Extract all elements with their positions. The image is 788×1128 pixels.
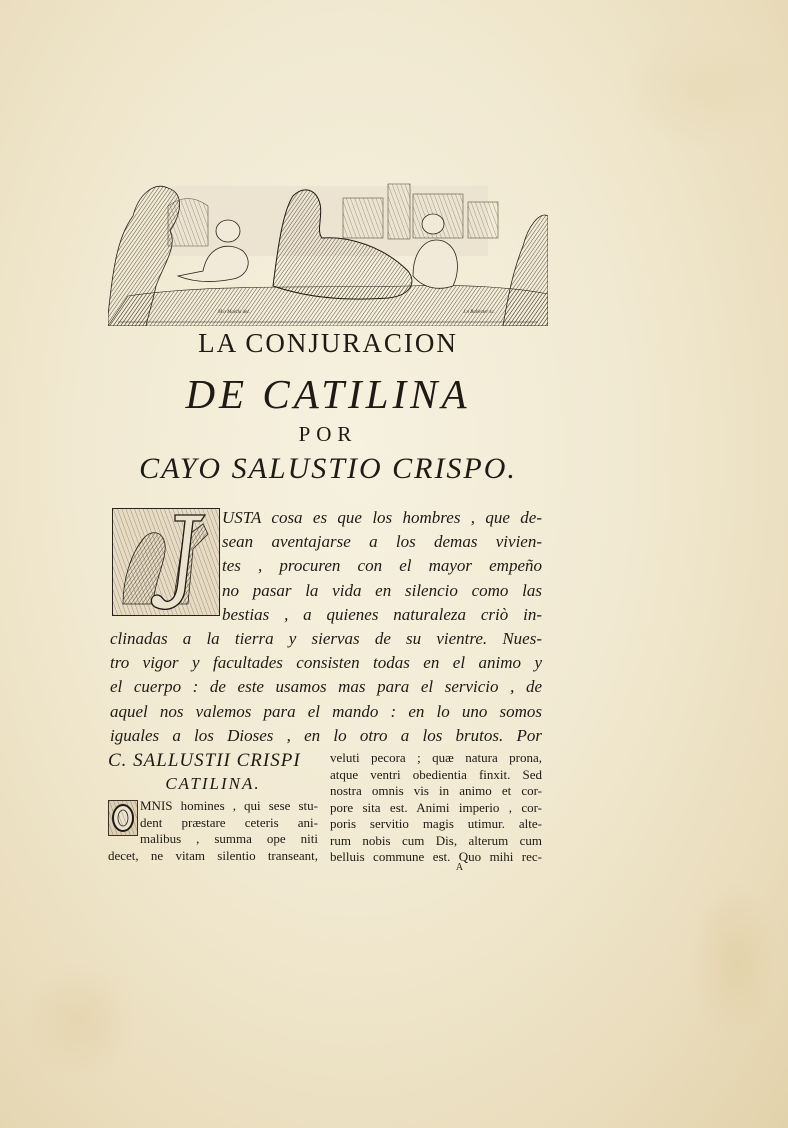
text-line: USTA cosa es que los hombres , que de- [222, 508, 542, 527]
paper-stain [20, 960, 140, 1080]
text-line: MNIS homines , qui sese stu- [140, 798, 318, 813]
text-line: dent præstare ceteris ani- [140, 814, 318, 830]
paper-stain [620, 30, 780, 150]
engraved-vignette [108, 176, 548, 326]
vignette-illustration [108, 176, 548, 326]
text-line: clinadas a la tierra y siervas de su vientre. Nues- [110, 628, 542, 648]
latin-text-right-column [330, 750, 542, 866]
title-line-3: POR [298, 422, 358, 446]
text-line: tes , procuren con el mayor empeño [222, 556, 542, 576]
signature-mark: A [455, 862, 465, 873]
text-line: belluis commune est. Quo mihi rec- [330, 849, 542, 864]
latin-heading-title: CATILINA. [165, 774, 261, 793]
latin-text-left-column [108, 798, 318, 864]
text-line: rum nobis cum Dis, alterum cum [330, 832, 542, 848]
text-line: el cuerpo : de este usamos mas para el servicio , de [110, 677, 542, 697]
title-line-1: LA CONJURACION [198, 328, 458, 358]
spanish-text [110, 506, 542, 748]
text-line: iguales a los Dioses , en lo otro a los brutos. Por [110, 725, 542, 745]
paper-stain [690, 880, 780, 1040]
text-line: veluti pecora ; quæ natura prona, [330, 750, 542, 765]
title-line-4: CAYO SALUSTIO CRISPO. [139, 452, 517, 485]
text-line: poris servitio magis utimur. alte- [330, 816, 542, 831]
text-line: pore sita est. Animi imperio , cor- [330, 799, 542, 815]
text-line: no pasar la vida en silencio como las [222, 580, 542, 600]
text-line: sean aventajarse a los demas vivien- [222, 532, 542, 552]
text-line: decet, ne vitam silentio transeant, [108, 847, 318, 863]
engraving-credit-designer: M.a Maella del. [218, 310, 250, 315]
text-line: tro vigor y facultades consisten todas en el animo y [110, 653, 542, 673]
text-line: aquel nos valemos para el mando : en lo uno somos [110, 701, 542, 721]
text-line: atque ventri obedientia finxit. Sed [330, 766, 542, 782]
latin-heading-author: C. SALLUSTII CRISPI [108, 750, 301, 771]
text-line: nostra omnis vis in animo et cor- [330, 783, 542, 798]
title-line-2: DE CATILINA [185, 371, 471, 417]
text-line: bestias , a quienes naturaleza criò in- [222, 604, 542, 624]
engraving-credit-engraver: J.n Ballester sc. [463, 310, 495, 315]
text-line: malibus , summa ope niti [140, 831, 318, 846]
